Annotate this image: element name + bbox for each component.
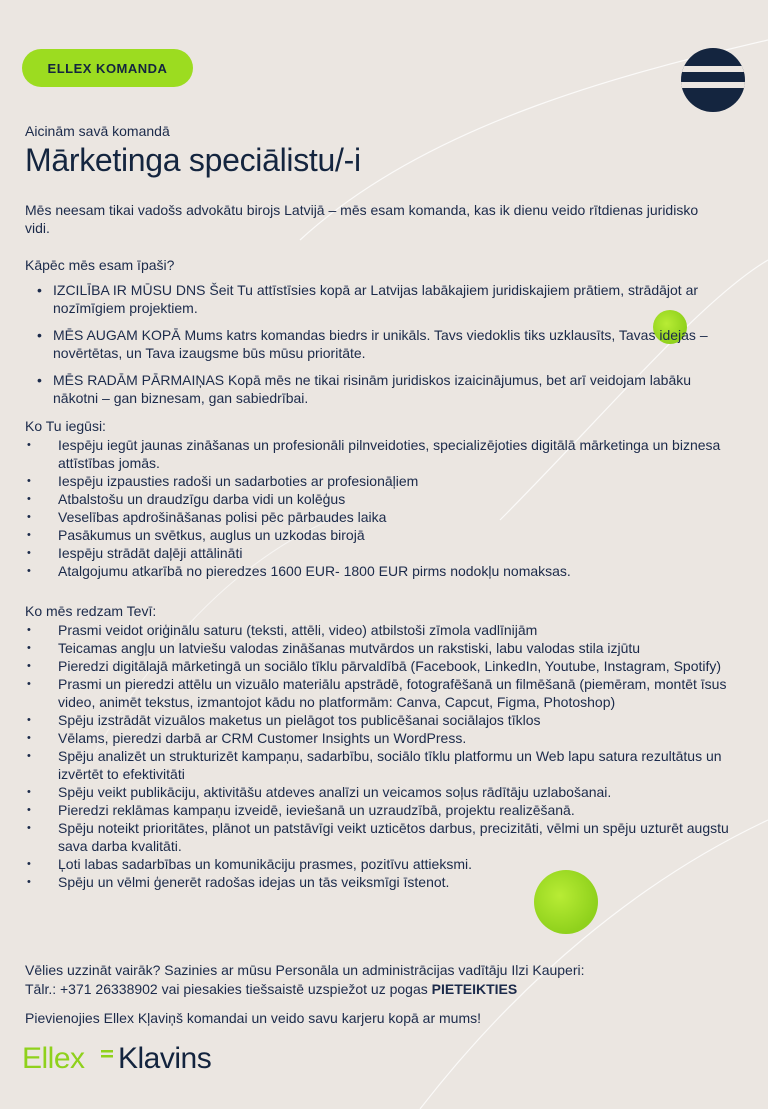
requirement-item: • Prasmi veidot oriģinālu saturu (teksti, attēli, video) atbilstoši zīmola vadlīnijām (25, 621, 730, 639)
requirement-item: • Pieredzi reklāmas kampaņu izveidē, ieviešanā un uzraudzībā, projektu realizēšanā. (25, 801, 730, 819)
offer-item: • Pasākumus un svētkus, auglus un uzkodas birojā (25, 526, 730, 544)
requirement-item: • Spēju analizēt un strukturizēt kampaņu, sadarbību, sociālo tīklu platformu un Web lapu satura rezultātus un izvērtēt to efektivitāti (25, 747, 730, 783)
closing-text: Pievienojies Ellex Kļaviņš komandai un veido savu karjeru kopā ar mums! (25, 1010, 481, 1026)
ellex-klavins-logo (22, 1042, 262, 1084)
requirements-list (25, 621, 730, 891)
offer-item: • Iespēju izpausties radoši un sadarboties ar profesionāļiem (25, 472, 730, 490)
team-badge: ELLEX KOMANDA (22, 49, 193, 87)
offer-item: • Iespēju iegūt jaunas zināšanas un profesionāli pilnveidoties, specializējoties digitālā mārketinga un biznesa attīstības jomās. (25, 436, 730, 472)
logo-lines-icon (101, 1049, 113, 1061)
requirement-item: • Vēlams, pieredzi darbā ar CRM Customer Insights un WordPress. (25, 729, 730, 747)
apply-link[interactable]: PIETEIKTIES (431, 981, 518, 997)
why-heading: Kāpēc mēs esam īpaši? (25, 257, 175, 273)
requirement-item: • Spēju un vēlmi ģenerēt radošas idejas un tās veiksmīgi īstenot. (25, 873, 730, 891)
striped-circle-emblem-icon (680, 47, 746, 113)
offer-item: • Iespēju strādāt daļēji attālināti (25, 544, 730, 562)
why-item: • IZCILĪBA IR MŪSU DNS Šeit Tu attīstīsies kopā ar Latvijas labākajiem juridiskajiem prātiem, strādājot ar nozīmīgiem projektiem. (35, 281, 740, 317)
page-subtitle: Aicinām savā komandā (25, 123, 170, 139)
requirement-item: • Spēju veikt publikāciju, aktivitāšu atdeves analīzi un veicamos soļus rādītāju uzlabošanai. (25, 783, 730, 801)
requirement-item: • Prasmi un pieredzi attēlu un vizuālo materiālu apstrādē, fotografēšanā un filmēšanā (piemēram, montēt īsus video, animēt tekstus, izmantojot kādu no platformām: Canva, Capcut, Figma, Photoshop) (25, 675, 730, 711)
requirement-item: • Teicamas angļu un latviešu valodas zināšanas mutvārdos un rakstiski, labu valodas stila izjūtu (25, 639, 730, 657)
intro-text: Mēs neesam tikai vadošs advokātu birojs Latvijā – mēs esam komanda, kas ik dienu veido rītdienas juridisko vidi. (25, 202, 699, 236)
why-item: • MĒS AUGAM KOPĀ Mums katrs komandas biedrs ir unikāls. Tavs viedoklis tiks uzklausīts, Tavas idejas – novērtētas, un Tava izaugsme būs mūsu prioritāte. (35, 326, 740, 362)
offer-list (25, 436, 730, 580)
contact-phone-text: Tālr.: +371 26338902 vai piesakies tiešsaistē uzspiežot uz pogas (25, 981, 432, 997)
contact-line: Vēlies uzzināt vairāk? Sazinies ar mūsu Personāla un administrācijas vadītāju Ilzi Kauperi: (25, 962, 585, 978)
requirement-item: • Spēju noteikt prioritātes, plānot un patstāvīgi veikt uzticētos darbus, precizitāti, vēlmi un spēju uzturēt augstu sava darba kvalitāti. (25, 819, 730, 855)
requirement-item: • Ļoti labas sadarbības un komunikāciju prasmes, pozitīvu attieksmi. (25, 855, 730, 873)
offer-item: • Veselības apdrošināšanas polisi pēc pārbaudes laika (25, 508, 730, 526)
requirements-heading: Ko mēs redzam Tevī: (25, 603, 157, 619)
logo-ellex: Ellex (22, 1042, 85, 1075)
offer-heading: Ko Tu iegūsi: (25, 418, 106, 434)
offer-item: • Atalgojumu atkarībā no pieredzes 1600 EUR- 1800 EUR pirms nodokļu nomaksas. (25, 562, 730, 580)
offer-item: • Atbalstošu un draudzīgu darba vidi un kolēģus (25, 490, 730, 508)
contact-info (25, 961, 740, 999)
why-list (35, 281, 740, 416)
requirement-item: • Spēju izstrādāt vizuālos maketus un pielāgot tos publicēšanai sociālajos tīklos (25, 711, 730, 729)
why-item: • MĒS RADĀM PĀRMAIŅAS Kopā mēs ne tikai risinām juridiskos izaicinājumus, bet arī veidojam labāku nākotni – gan biznesam, gan sabiedrībai. (35, 371, 740, 407)
page-title: Mārketinga speciālistu/-i (25, 142, 361, 178)
requirement-item: • Pieredzi digitālajā mārketingā un sociālo tīklu pārvaldībā (Facebook, LinkedIn, Youtube, Instagram, Spotify) (25, 657, 730, 675)
contact-phone-line (25, 980, 740, 999)
logo-klavins: Klavins (118, 1042, 212, 1075)
